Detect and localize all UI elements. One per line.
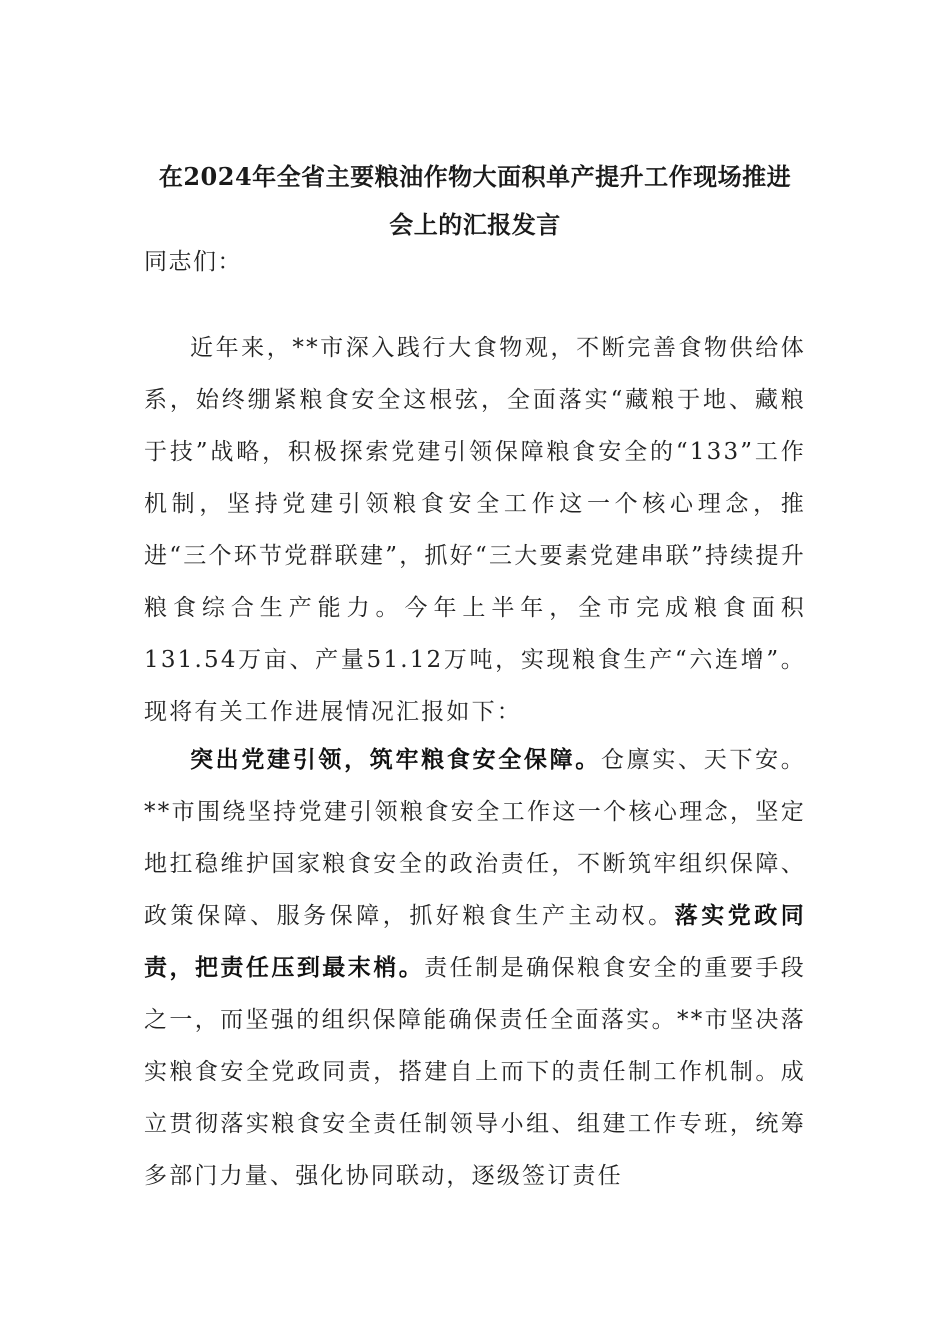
document-title-line-1: 在2024年全省主要粮油作物大面积单产提升工作现场推进 <box>158 162 792 191</box>
salutation: 同志们： <box>144 249 242 275</box>
paragraph-text-continued: 责任制是确保粮食安全的重要手段之一，而坚强的组织保障能确保责任全面落实。**市坚决落实粮食安全党政同责，搭建自上而下的责任制工作机制。成立贯彻落实粮食安全责任制领导小组、组建工作专班，统筹多部门力量、强化协同联动，逐级签订责任 <box>144 955 807 1189</box>
document-title-line-2: 会上的汇报发言 <box>389 210 561 239</box>
paragraph-intro: 近年来，**市深入践行大食物观，不断完善食物供给体系，始终绷紧粮食安全这根弦，全面落实“藏粮于地、藏粮于技”战略，积极探索党建引领保障粮食安全的“133”工作机制，坚持党建引领粮食安全工作这一个核心理念，推进“三个环节党群联建”，抓好“三大要素党建串联”持续提升粮食综合生产能力。今年上半年，全市完成粮食面积131.54万亩、产量51.12万吨，实现粮食生产“六连增”。现将有关工作进展情况汇报如下： <box>144 335 806 725</box>
paragraph-text: 仓廪实、天下安。**市围绕坚持党建引领粮食安全工作这一个核心理念，坚定地扛稳维护国家粮食安全的政治责任，不断筑牢组织保障、政策保障、服务保障，抓好粮食生产主动权。 <box>144 747 806 929</box>
paragraph-subheading: 落实党政同责，把责任压到最末梢。 <box>144 902 807 981</box>
paragraph-heading: 突出党建引领，筑牢粮食安全保障。 <box>190 746 601 773</box>
paragraph-party-leadership <box>144 734 806 1202</box>
